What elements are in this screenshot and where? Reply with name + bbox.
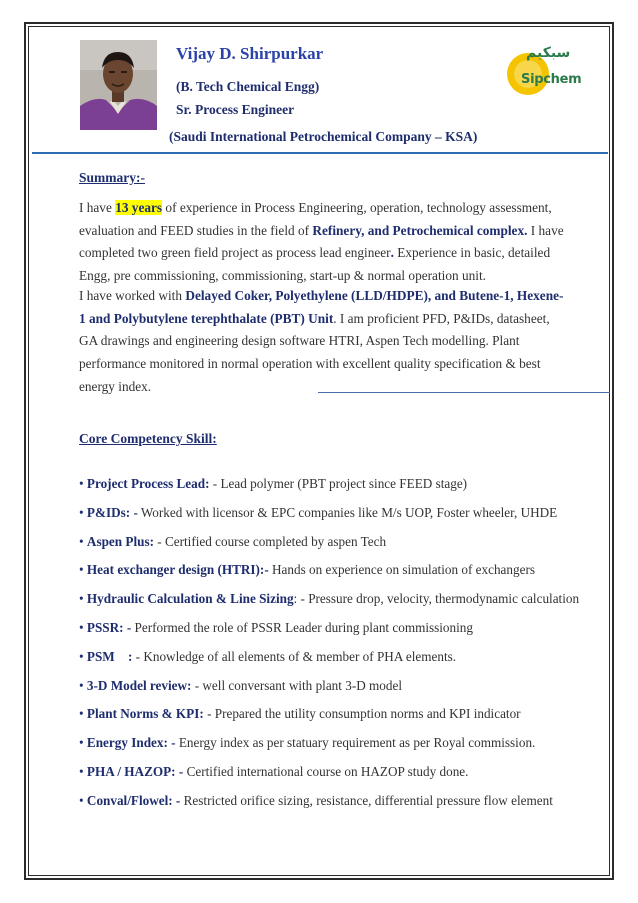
list-item: • Heat exchanger design (HTRI):- Hands on experience on simulation of exchangers	[79, 562, 535, 578]
list-item: • PSM : - Knowledge of all elements of & member of PHA elements.	[79, 648, 457, 664]
years-highlight: 13 years	[115, 200, 163, 215]
summary-paragraph-2: I have worked with Delayed Coker, Polyethylene (LLD/HDPE), and Butene-1, Hexene-1 and Polybutylene terephthalate (PBT) Unit. I am proficient PFD, P&IDs, datasheet, GA drawings and engineering design software HTRI, Aspen Tech modelling. Plant performance monitored in normal operation with excellent quality specification & best energy index.	[79, 288, 564, 394]
section-divider	[318, 392, 610, 393]
profile-photo	[80, 40, 157, 130]
list-item: • Hydraulic Calculation & Line Sizing: - Pressure drop, velocity, thermodynamic calculation	[79, 591, 580, 607]
sipchem-logo	[506, 44, 582, 98]
designation: Sr. Process Engineer	[176, 102, 295, 117]
competency-heading: Core Competency Skill:	[79, 431, 217, 446]
list-item: • P&IDs: - Worked with licensor & EPC companies like M/s UOP, Foster wheeler, UHDE	[79, 504, 558, 520]
logo-arabic-text: سبكيم	[526, 45, 571, 61]
list-item: • PHA / HAZOP: - Certified international course on HAZOP study done.	[79, 763, 469, 779]
list-item: • PSSR: - Performed the role of PSSR Leader during plant commissioning	[79, 619, 473, 635]
logo-text: Sipchem	[521, 72, 582, 87]
list-item: • Aspen Plus: - Certified course completed by aspen Tech	[79, 533, 387, 549]
list-item: • Conval/Flowel: - Restricted orifice sizing, resistance, differential pressure flow element	[79, 792, 553, 808]
list-item: • 3-D Model review: - well conversant with plant 3-D model	[79, 677, 403, 693]
summary-heading: Summary:-	[79, 170, 145, 185]
candidate-name: Vijay D. Shirpurkar	[176, 44, 324, 63]
list-item: • Energy Index: - Energy index as per statuary requirement as per Royal commission.	[79, 735, 536, 751]
company: (Saudi International Petrochemical Company – KSA)	[169, 129, 478, 144]
summary-paragraph-1: I have 13 years of experience in Process Engineering, operation, technology assessment, evaluation and FEED studies in the field of Refinery, and Petrochemical complex. I have completed two green field project as process lead engineer. Experience in basic, detailed Engg, pre commissioning, commissioning, start-up & normal operation unit.	[79, 200, 564, 284]
list-item: • Project Process Lead: - Lead polymer (PBT project since FEED stage)	[79, 476, 468, 491]
qualification: (B. Tech Chemical Engg)	[176, 79, 320, 94]
header-divider	[32, 152, 608, 154]
list-item: • Plant Norms & KPI: - Prepared the utility consumption norms and KPI indicator	[79, 706, 521, 722]
competency-list	[79, 476, 579, 822]
